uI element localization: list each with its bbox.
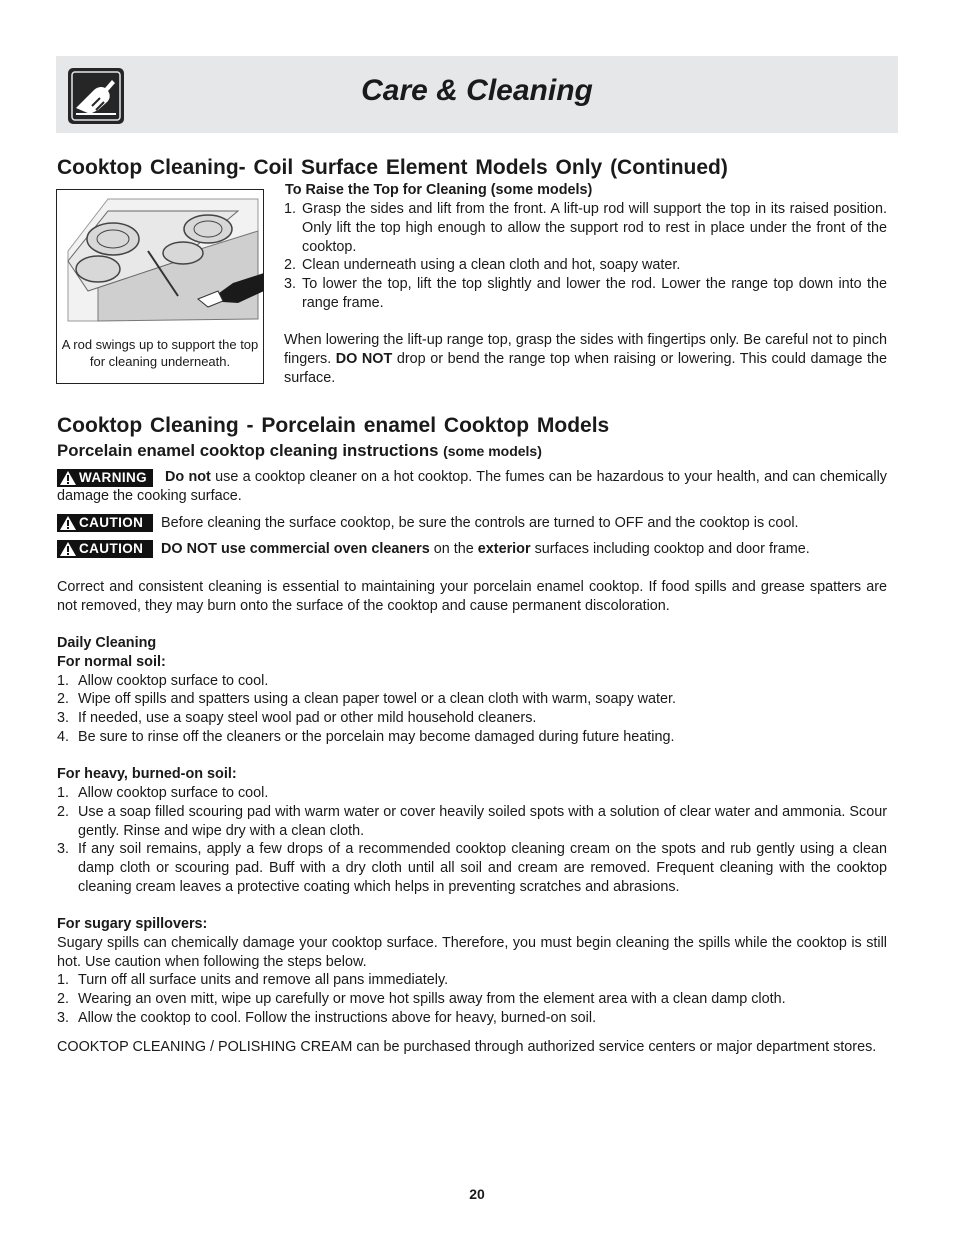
caution-badge: CAUTION (57, 514, 153, 532)
list-item: 2. Wipe off spills and spatters using a clean paper towel or a clean cloth with warm, soapy water. (57, 691, 677, 707)
heavy-soil-head: For heavy, burned-on soil: (57, 766, 237, 782)
lowering-note: When lowering the lift-up range top, grasp the sides with fingertips only. Be careful not to pinch fingers. DO NOT drop or bend the range top when raising or lowering. This could damage the surface. (284, 332, 888, 386)
normal-soil-head: For normal soil: (57, 654, 166, 670)
list-item: 2. Use a soap filled scouring pad with warm water or cover heavily soiled spots with a solution of clear water and ammonia. Scour gently. Rinse and wipe dry with a clean cloth. (57, 804, 887, 839)
list-item: 2. Wearing an oven mitt, wipe up carefully or move hot spills away from the element area with a clean damp cloth. (57, 991, 786, 1007)
section-title-porcelain: Cooktop Cleaning - Porcelain enamel Cooktop Models (57, 414, 610, 437)
caution-triangle-icon (60, 542, 76, 556)
caution-badge: CAUTION (57, 540, 153, 558)
figure-caption: A rod swings up to support the top for cleaning underneath. (61, 337, 259, 369)
daily-cleaning-head: Daily Cleaning (57, 635, 157, 651)
sugary-intro: Sugary spills can chemically damage your cooktop surface. Therefore, you must begin cleaning the spills while the cooktop is still hot. Use caution when following the steps below. (57, 935, 887, 970)
list-item: 4. Be sure to rinse off the cleaners or the porcelain may become damaged during future heating. (57, 729, 675, 745)
list-item: 1. Grasp the sides and lift from the front. A lift-up rod will support the top in its raised position. Only lift the top high enough to allow the support rod to rest in place under the front of the cooktop. (284, 201, 887, 255)
caution-triangle-icon (60, 516, 76, 530)
caution-text-oven-cleaners: DO NOT use commercial oven cleaners on the exterior surfaces including cooktop and door frame. (161, 541, 810, 557)
section-title-coil: Cooktop Cleaning- Coil Surface Element Models Only (Continued) (57, 156, 728, 179)
list-item: 3. To lower the top, lift the top slightly and lower the rod. Lower the range top down into the range frame. (284, 276, 887, 311)
list-item: 3. Allow the cooktop to cool. Follow the instructions above for heavy, burned-on soil. (57, 1010, 597, 1026)
list-item: 3. If any soil remains, apply a few drops of a recommended cooktop cleaning cream on the spots and rub gently using a clean damp cloth or scouring pad. Buff with a dry cloth until all soil and cream are removed. Frequent cleaning with the cooktop cleaning cream leaves a protective coating which helps in preventing scratches and abrasions. (57, 841, 887, 895)
page-number: 20 (469, 1186, 485, 1202)
closing-paragraph: COOKTOP CLEANING / POLISHING CREAM can be purchased through authorized service centers or major department stores. (57, 1039, 877, 1055)
raise-top-subhead: To Raise the Top for Cleaning (some models) (285, 182, 593, 198)
list-item: 1. Turn off all surface units and remove all pans immediately. (57, 972, 449, 988)
sugary-spillovers-head: For sugary spillovers: (57, 916, 208, 932)
warning-badge: WARNING (57, 469, 153, 487)
intro-paragraph: Correct and consistent cleaning is essential to maintaining your porcelain enamel cooktop. If food spills and grease spatters are not removed, they may burn onto the surface of the cooktop and cause permanent discoloration. (57, 579, 887, 614)
warning-text: Do not use a cooktop cleaner on a hot cooktop. The fumes can be hazardous to your health, and can chemically damage the cooking surface. (57, 469, 888, 504)
cooktop-raised-illustration (58, 191, 264, 331)
list-item: 1. Allow cooktop surface to cool. (57, 673, 269, 689)
list-item: 3. If needed, use a soapy steel wool pad or other mild household cleaners. (57, 710, 537, 726)
caution-text-controls: Before cleaning the surface cooktop, be sure the controls are turned to OFF and the cooktop is cool. (161, 515, 799, 531)
list-item: 1. Allow cooktop surface to cool. (57, 785, 269, 801)
porcelain-subhead: Porcelain enamel cooktop cleaning instructions (some models) (57, 441, 542, 460)
list-item: 2. Clean underneath using a clean cloth and hot, soapy water. (284, 257, 681, 273)
page-title: Care & Cleaning (361, 74, 593, 107)
